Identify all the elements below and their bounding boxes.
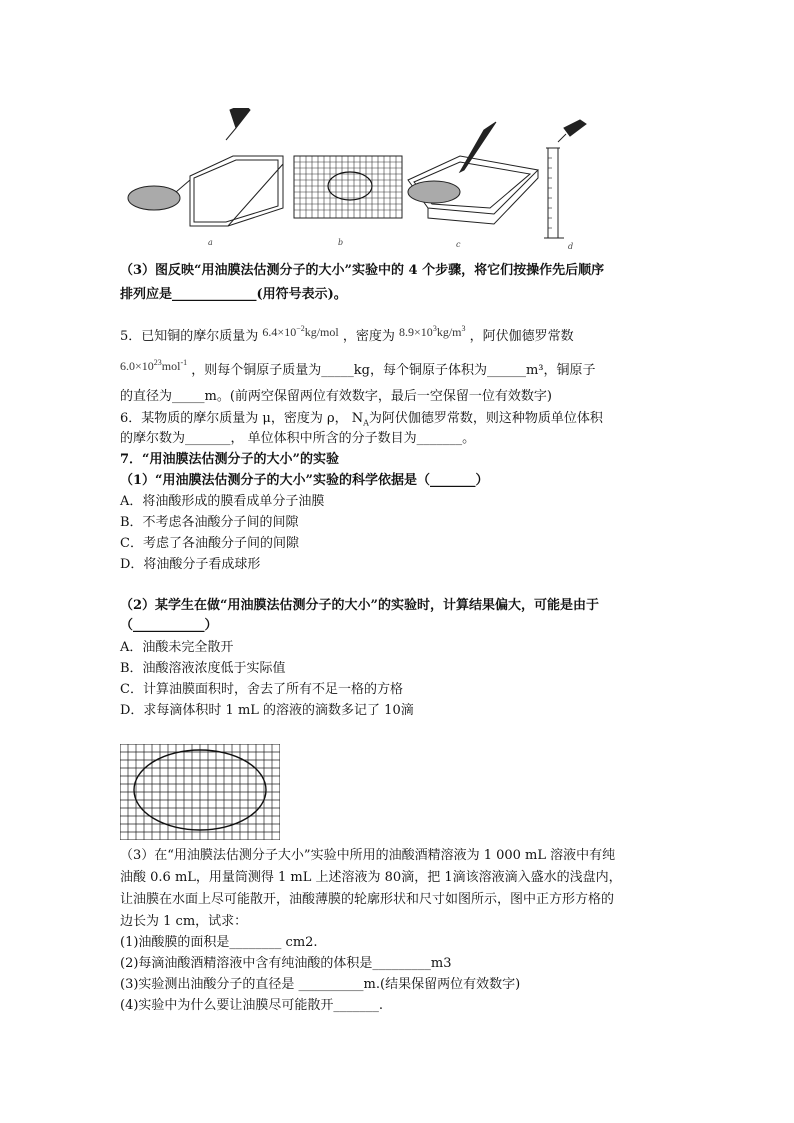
step-label-a: a [208,238,213,247]
oil-film-grid-figure [120,744,280,840]
step-d-cylinder-figure [544,120,586,238]
q7-s3-question-1: (1)油酸膜的面积是________ cm2. [120,935,318,950]
q7-s2-option-c: C．计算油膜面积时，舍去了所有不足一格的方格 [120,682,403,697]
q-order-line2: 排列应是_____________(用符号表示)。 [120,287,347,302]
q7-s2-option-a: A．油酸未完全散开 [120,640,234,655]
q7-s3-line-1: （3）在“用油膜法估测分子大小”实验中所用的油酸酒精溶液为 1 000 mL 溶液中有纯 [120,848,616,863]
q7-s3-line-2: 油酸 0.6 mL，用量筒测得 1 mL 上述溶液为 80滴，把 1滴该溶液滴入盛水的浅盘内， [120,870,622,885]
q7-s1-option-a: A．将油酸形成的膜看成单分子油膜 [120,494,325,509]
q5-line1 [120,320,574,346]
q7-s1-option-c: C．考虑了各油酸分子间的间隙 [120,536,299,551]
q7-s3-question-2: (2)每滴油酸酒精溶液中含有纯油酸的体积是_________m3 [120,956,452,971]
q7-title: 7．“用油膜法估测分子的大小”的实验 [120,452,340,467]
step-label-b: b [338,238,344,247]
q5-text-3: ，阿伏伽德罗常数 [469,329,574,344]
step-label-d: d [568,242,574,251]
step-a-tray-figure [128,108,283,226]
q5-molar-mass: $6.4\times 10^{-2}kg$/mol [262,324,339,339]
q7-s1-option-b: B．不考虑各油酸分子间的间隙 [120,515,299,530]
q7-s3-question-4: (4)实验中为什么要让油膜尽可能散开_______. [120,998,384,1013]
q7-s1-option-d: D．将油酸分子看成球形 [120,557,261,572]
q5-text-1: 5．已知铜的摩尔质量为 [120,329,259,344]
q7-s3-question-3: (3)实验测出油酸分子的直径是 __________m.(结果保留两位有效数字) [120,977,521,992]
q5-text-4: ，则每个铜原子质量为_____kg，每个铜原子体积为______m³，铜原子 [191,363,596,378]
q5-avogadro: $6.0\times 10^{23}mol^{-1}$ [120,358,188,373]
q6-sub: A [363,418,369,428]
q7-s2-stem-1: （2）某学生在做“用油膜法估测分子的大小”的实验时，计算结果偏大，可能是由于 [120,598,600,613]
q7-s3-line-3: 让油膜在水面上尽可能散开，油酸薄膜的轮廓形状和尺寸如图所示，图中正方形方格的 [120,892,615,907]
q5-line3: 的直径为_____m。(前两空保留两位有效数字，最后一空保留一位有效数字) [120,389,552,404]
q7-s2-option-d: D．求每滴体积时 1 mL 的溶液的滴数多记了 10滴 [120,703,414,718]
q5-text-2: ，密度为 [342,329,395,344]
q-order-line1: （3）图反映“用油膜法估测分子的大小”实验中的 4 个步骤，将它们按操作先后顺序 [120,263,605,278]
step-label-c: c [456,240,461,249]
q5-line2 [120,354,596,380]
q7-s2-option-b: B．油酸溶液浓度低于实际值 [120,661,286,676]
q7-s3-line-4: 边长为 1 cm，试求： [120,914,248,929]
q6-text-2: 为阿伏伽德罗常数，则这种物质单位体积 [368,411,603,426]
step-c-tray-pen-figure [408,122,538,224]
q6-line2: 的摩尔数为_______， 单位体积中所含的分子数目为_______。 [120,431,476,446]
experiment-steps-figure [118,108,608,248]
q7-s2-stem-2: （___________） [120,618,218,633]
q6-text-1: 6．某物质的摩尔质量为 μ，密度为 ρ， N [120,411,364,426]
q7-s1-stem: （1）“用油膜法估测分子的大小”实验的科学依据是（_______） [120,473,489,488]
step-b-grid-figure [294,156,402,218]
q5-density: $8.9\times 10^3kg/m^3$ [399,324,466,339]
